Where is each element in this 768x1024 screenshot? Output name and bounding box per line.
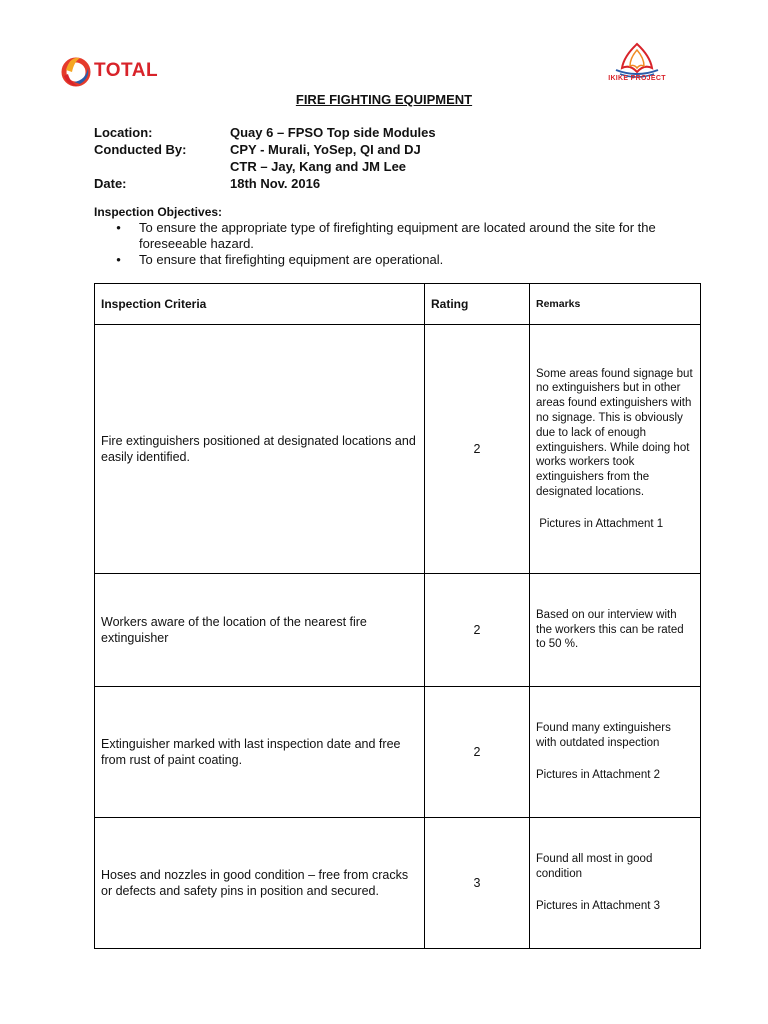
objectives-heading: Inspection Objectives: [94, 205, 223, 219]
bullet-icon: • [116, 220, 121, 235]
ikike-logo-text: IKIKE PROJECT [608, 75, 666, 82]
header-remarks: Remarks [530, 284, 701, 325]
criteria-cell: Hoses and nozzles in good condition – free from cracks or defects and safety pins in position and secured. [95, 818, 425, 949]
objective-item [94, 220, 704, 252]
meta-row-date [94, 175, 436, 192]
rating-cell: 3 [425, 818, 530, 949]
header-criteria: Inspection Criteria [95, 284, 425, 325]
inspection-meta [94, 124, 436, 192]
ikike-logo [594, 42, 684, 90]
table-row [95, 818, 701, 949]
rating-cell: 2 [425, 687, 530, 818]
inspection-table [94, 283, 701, 949]
document-title: FIRE FIGHTING EQUIPMENT [295, 92, 473, 107]
total-flame-icon [60, 50, 94, 90]
conducted-value-1: CPY - Murali, YoSep, QI and DJ [230, 142, 421, 157]
criteria-cell: Fire extinguishers positioned at designated locations and easily identified. [95, 325, 425, 574]
remarks-attachment: Pictures in Attachment 1 [536, 517, 664, 530]
table-header-row [95, 284, 701, 325]
date-label: Date: [94, 176, 127, 191]
remarks-cell [530, 687, 701, 818]
table-row [95, 687, 701, 818]
remarks-cell [530, 574, 701, 687]
meta-row-conducted [94, 141, 436, 158]
objectives-list [94, 220, 704, 268]
objective-text: To ensure that firefighting equipment are operational. [139, 252, 444, 267]
total-logo [60, 50, 160, 90]
total-logo-text: TOTAL [94, 60, 159, 81]
ikike-emblem-icon [594, 42, 680, 78]
remarks-cell [530, 325, 701, 574]
remarks-text: Found all most in good condition [536, 853, 653, 881]
remarks-attachment: Pictures in Attachment 3 [536, 899, 661, 912]
table-row [95, 325, 701, 574]
header-rating: Rating [425, 284, 530, 325]
meta-row-conducted-2 [94, 158, 436, 175]
location-label: Location: [94, 125, 153, 140]
meta-row-location [94, 124, 436, 141]
conducted-label: Conducted By: [94, 142, 187, 157]
criteria-cell: Workers aware of the location of the nearest fire extinguisher [95, 574, 425, 687]
remarks-attachment: Pictures in Attachment 2 [536, 768, 661, 781]
objective-text: To ensure the appropriate type of firefighting equipment are located around the site for the foreseeable hazard. [139, 220, 656, 251]
table-row [95, 574, 701, 687]
remarks-text: Found many extinguishers with outdated inspection [536, 722, 671, 750]
remarks-text: Based on our interview with the workers this can be rated to 50 %. [536, 608, 684, 651]
conducted-value-2: CTR – Jay, Kang and JM Lee [230, 159, 407, 174]
objective-item [94, 252, 704, 268]
criteria-cell: Extinguisher marked with last inspection date and free from rust of paint coating. [95, 687, 425, 818]
remarks-text: Some areas found signage but no extinguishers but in other areas found extinguishers with no signage. This is obviously due to lack of enough extinguishers. While doing hot works workers took extinguishers from the designated locations. [536, 367, 693, 498]
rating-cell: 2 [425, 574, 530, 687]
bullet-icon: • [116, 252, 121, 267]
remarks-cell [530, 818, 701, 949]
rating-cell: 2 [425, 325, 530, 574]
date-value: 18th Nov. 2016 [230, 176, 321, 191]
location-value: Quay 6 – FPSO Top side Modules [230, 125, 436, 140]
